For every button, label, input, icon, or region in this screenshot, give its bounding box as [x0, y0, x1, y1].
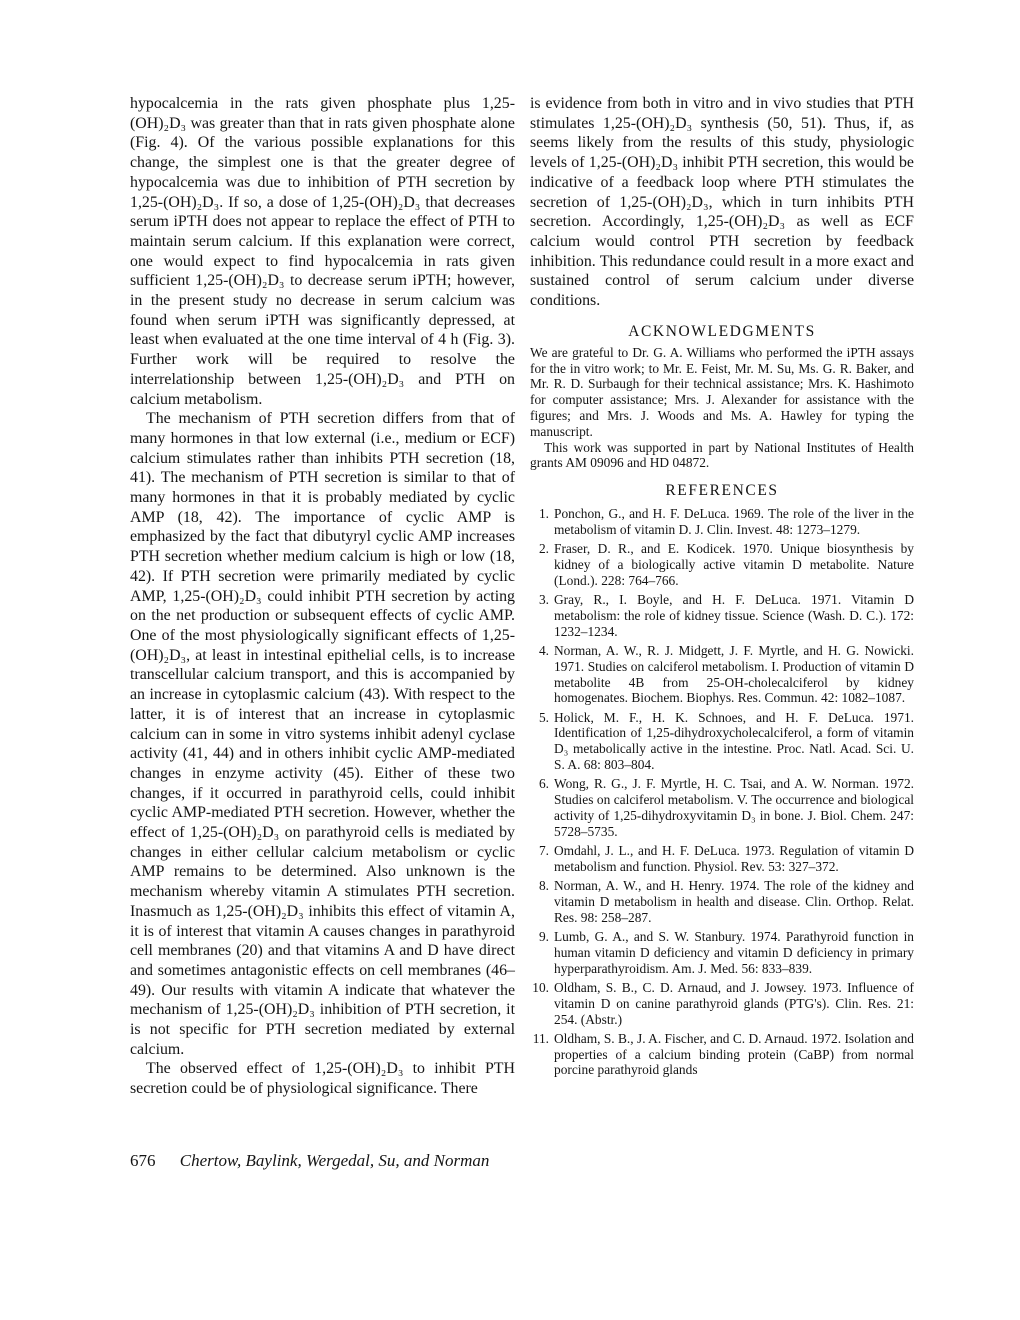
- reference-item: [530, 710, 914, 773]
- reference-text: Holick, M. F., H. K. Schnoes, and H. F. DeLuca. 1971. Identification of 1,25-dihydroxycholecalciferol, a form of vitamin D₃ metabolically active in the intestine. Proc. Natl. Acad. Sci. U. S. A. 68: 803–804.: [554, 709, 914, 773]
- reference-text: Oldham, S. B., C. D. Arnaud, and J. Jowsey. 1973. Influence of vitamin D on canine parathyroid glands (PTG's). Clin. Res. 21: 254. (Abstr.): [554, 979, 914, 1027]
- reference-text: Norman, A. W., and H. Henry. 1974. The role of the kidney and vitamin D metabolism in health and disease. Clin. Orthop. Relat. Res. 98: 258–287.: [554, 878, 914, 925]
- body-paragraph: The observed effect of 1,25-(OH)₂D₃ to inhibit PTH secretion could be of physiological significance. There: [130, 1060, 515, 1098]
- reference-item: [530, 1031, 914, 1078]
- reference-item: [530, 843, 914, 875]
- body-paragraph: hypocalcemia in the rats given phosphate plus 1,25-(OH)₂D₃ was greater than that in rats given phosphate alone (Fig. 4). Of the various possible explanations for this change, the simplest one is that the greater degree of hypocalcemia was due to inhibition of PTH secretion by 1,25-(OH)₂D₃. If so, a dose of 1,25-(OH)₂D₃ that decreases serum iPTH does not appear to replace the effect of PTH to maintain serum calcium. If this explanation were correct, one would expect to find hypocalcemia in rats given sufficient 1,25-(OH)₂D₃ to decrease serum iPTH; however, in the present study no decrease in serum calcium was found when serum iPTH was significantly depressed, at least when evaluated at the one time interval of 4 h (Fig. 3). Further work will be required to resolve the interrelationship between 1,25-(OH)₂D₃ and PTH on calcium metabolism.: [130, 95, 515, 408]
- left-column: [130, 94, 515, 1099]
- reference-number: 8.: [538, 878, 549, 894]
- reference-item: [530, 980, 914, 1027]
- page-footer: [130, 1151, 489, 1171]
- reference-text: Wong, R. G., J. F. Myrtle, H. C. Tsai, and A. W. Norman. 1972. Studies on calciferol metabolism. V. The occurrence and biological activity of 1,25-dihydroxyvitamin D₃ in bone. J. Biol. Chem. 247: 5728–5735.: [554, 776, 914, 839]
- reference-number: 6.: [538, 776, 549, 792]
- reference-item: [530, 643, 914, 706]
- running-head: Chertow, Baylink, Wergedal, Su, and Norman: [179, 1151, 490, 1170]
- references-heading: REFERENCES: [665, 482, 779, 500]
- reference-number: 3.: [538, 592, 549, 608]
- reference-text: Oldham, S. B., J. A. Fischer, and C. D. Arnaud. 1972. Isolation and properties of a calcium binding protein (CaBP) from normal porcine parathyroid glands: [554, 1030, 914, 1078]
- reference-number: 1.: [538, 506, 549, 522]
- reference-item: [530, 592, 914, 639]
- reference-item: [530, 506, 914, 538]
- reference-list: [530, 506, 914, 1078]
- reference-number: 7.: [538, 843, 549, 859]
- reference-item: [530, 776, 914, 839]
- reference-text: Omdahl, J. L., and H. F. DeLuca. 1973. Regulation of vitamin D metabolism and function. Physiol. Rev. 53: 327–372.: [554, 843, 914, 874]
- body-paragraph: is evidence from both in vitro and in vivo studies that PTH stimulates 1,25-(OH)₂D₃ synthesis (50, 51). Thus, if, as seems likely from the results of this study, physiologic levels of 1,25-(OH)₂D₃ inhibit PTH secretion, this would be indicative of a feedback loop where PTH stimulates the secretion of 1,25-(OH)₂D₃, which in turn inhibits PTH secretion. Accordingly, 1,25-(OH)₂D₃ as well as ECF calcium would control PTH secretion by feedback inhibition. This redundance could result in a more exact and sustained control of serum calcium under diverse conditions.: [530, 95, 914, 310]
- reference-item: [530, 878, 914, 925]
- reference-item: [530, 929, 914, 976]
- right-column: [530, 94, 914, 1082]
- reference-number: 9.: [538, 929, 549, 945]
- funding-paragraph: This work was supported in part by National Institutes of Health grants AM 09096 and HD 04872.: [530, 439, 914, 471]
- acknowledgments-paragraph: We are grateful to Dr. G. A. Williams who performed the iPTH assays for the in vitro work; to Mr. E. Feist, Mr. M. Su, Ms. G. R. Baker, and Mr. R. D. Surbaugh for their technical assistance; Mrs. K. Hashimoto for computer assistance; Mrs. J. Alexander for assistance with the figures; and Mrs. J. Woods and Ms. A. Hawley for typing the manuscript.: [530, 344, 914, 439]
- reference-number: 5.: [538, 709, 549, 725]
- body-paragraph: The mechanism of PTH secretion differs from that of many hormones in that low external (i.e., medium or ECF) calcium stimulates rather than inhibits PTH secretion (18, 41). The mechanism of PTH secretion is similar to that of many hormones in that it is probably mediated by cyclic AMP (18, 42). The importance of cyclic AMP is emphasized by the fact that dibutyryl cyclic AMP increases PTH secretion whether medium calcium is high or low (18, 42). If PTH secretion were primarily mediated by cyclic AMP, 1,25-(OH)₂D₃ could inhibit PTH secretion by acting on the net production or subsequent effects of cyclic AMP. One of the most physiologically significant effects of 1,25-(OH)₂D₃, at least in intestinal epithelial cells, is to increase transcellular calcium transport, and this is accompanied by an increase in cytoplasmic calcium (43). With respect to the latter, it is of interest that an increase in cytoplasmic calcium can in some in vitro systems inhibit adenyl cyclase activity (41, 44) and in others inhibit cyclic AMP-mediated changes in enzyme activity (45). Either of these two changes, if it occurred in parathyroid cells, could inhibit cyclic AMP-mediated PTH secretion. However, whether the effect of 1,25-(OH)₂D₃ on parathyroid cells is mediated by changes in either cellular calcium metabolism or cyclic AMP remains to be determined. Also unknown is the mechanism whereby vitamin A stimulates PTH secretion. Inasmuch as 1,25-(OH)₂D₃ inhibits this effect of vitamin A, it is of interest that vitamin A causes changes in parathyroid cell membranes (20) and that vitamins A and D have direct and sometimes antagonistic effects on cell membranes (46–49). Our results with vitamin A indicate that whatever the mechanism of 1,25-(OH)₂D₃ inhibition of PTH secretion, it is not specific for PTH secretion mediated by external calcium.: [130, 410, 515, 1058]
- reference-number: 10.: [532, 979, 549, 995]
- reference-number: 4.: [538, 642, 549, 658]
- reference-text: Norman, A. W., R. J. Midgett, J. F. Myrtle, and H. G. Nowicki. 1971. Studies on calciferol metabolism. I. Production of vitamin D metabolite 4B from 25-OH-cholecalciferol by kidney homogenates. Biochem. Biophys. Res. Commun. 42: 1082–1087.: [554, 642, 914, 706]
- reference-text: Gray, R., I. Boyle, and H. F. DeLuca. 1971. Vitamin D metabolism: the role of kidney tissue. Science (Wash. D. C.). 172: 1232–1234.: [554, 592, 914, 639]
- reference-text: Lumb, G. A., and S. W. Stanbury. 1974. Parathyroid function in human vitamin D deficiency and vitamin D deficiency in primary hyperparathyroidism. Am. J. Med. 56: 833–839.: [554, 929, 914, 976]
- reference-text: Ponchon, G., and H. F. DeLuca. 1969. The role of the liver in the metabolism of vitamin D. J. Clin. Invest. 48: 1273–1279.: [554, 506, 914, 537]
- page-number: 676: [130, 1151, 156, 1170]
- reference-number: 2.: [538, 541, 549, 557]
- reference-item: [530, 541, 914, 588]
- reference-number: 11.: [532, 1030, 549, 1046]
- acknowledgments-heading: ACKNOWLEDGMENTS: [628, 322, 816, 340]
- reference-text: Fraser, D. R., and E. Kodicek. 1970. Unique biosynthesis by kidney of a biologically active vitamin D metabolite. Nature (Lond.). 228: 764–766.: [554, 541, 914, 588]
